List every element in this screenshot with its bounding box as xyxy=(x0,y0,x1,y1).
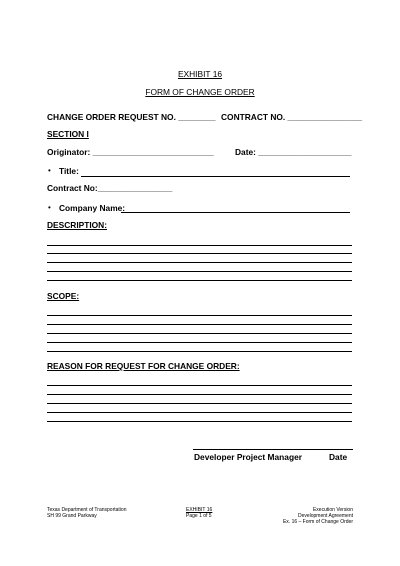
contract-no-field: CONTRACT NO. ________________ xyxy=(221,112,363,122)
reason-line xyxy=(47,394,352,395)
change-order-request-field: CHANGE ORDER REQUEST NO. ________ xyxy=(47,112,216,122)
footer-center-line2: Page 1 of 5 xyxy=(186,513,212,519)
title-line xyxy=(81,176,350,177)
footer-right-line3: Ex. 16 – Form of Change Order xyxy=(282,519,353,525)
signature-date-label: Date xyxy=(329,452,348,462)
scope-heading: SCOPE: xyxy=(47,291,80,301)
reason-line xyxy=(47,385,352,386)
footer-center-line1: EXHIBIT 16 xyxy=(186,507,213,513)
scope-line xyxy=(47,342,352,343)
description-line xyxy=(47,245,352,246)
section-heading: SECTION I xyxy=(47,129,89,139)
developer-project-manager-label: Developer Project Manager xyxy=(194,452,302,462)
reason-line xyxy=(47,412,352,413)
scope-line xyxy=(47,333,352,334)
company-name-line xyxy=(121,212,350,213)
date-field: Date: ____________________ xyxy=(235,147,352,157)
footer-right-line2: Development Agreement xyxy=(297,513,353,519)
description-line xyxy=(47,271,352,272)
description-heading: DESCRIPTION: xyxy=(47,220,108,230)
scope-line xyxy=(47,324,352,325)
reason-line xyxy=(47,403,352,404)
scope-line xyxy=(47,351,352,352)
exhibit-heading: EXHIBIT 16 xyxy=(177,69,223,79)
footer-right-line1: Execution Version xyxy=(312,507,353,513)
company-name-label: Company Name: xyxy=(59,203,126,213)
description-line xyxy=(47,262,352,263)
form-title: FORM OF CHANGE ORDER xyxy=(145,87,255,97)
description-line xyxy=(47,280,352,281)
contract-no-2-field: Contract No:________________ xyxy=(47,183,173,193)
footer-left-line1: Texas Department of Transportation xyxy=(47,507,127,513)
scope-line xyxy=(47,315,352,316)
title-label: Title: xyxy=(59,166,79,176)
signature-line xyxy=(193,449,353,450)
description-line xyxy=(47,253,352,254)
footer-left-line2: SH 99 Grand Parkway xyxy=(47,513,97,519)
reason-heading: REASON FOR REQUEST FOR CHANGE ORDER: xyxy=(47,361,240,371)
company-bullet: • xyxy=(48,203,51,212)
title-bullet: • xyxy=(48,166,51,175)
originator-field: Originator: __________________________ xyxy=(47,147,214,157)
reason-line xyxy=(47,421,352,422)
